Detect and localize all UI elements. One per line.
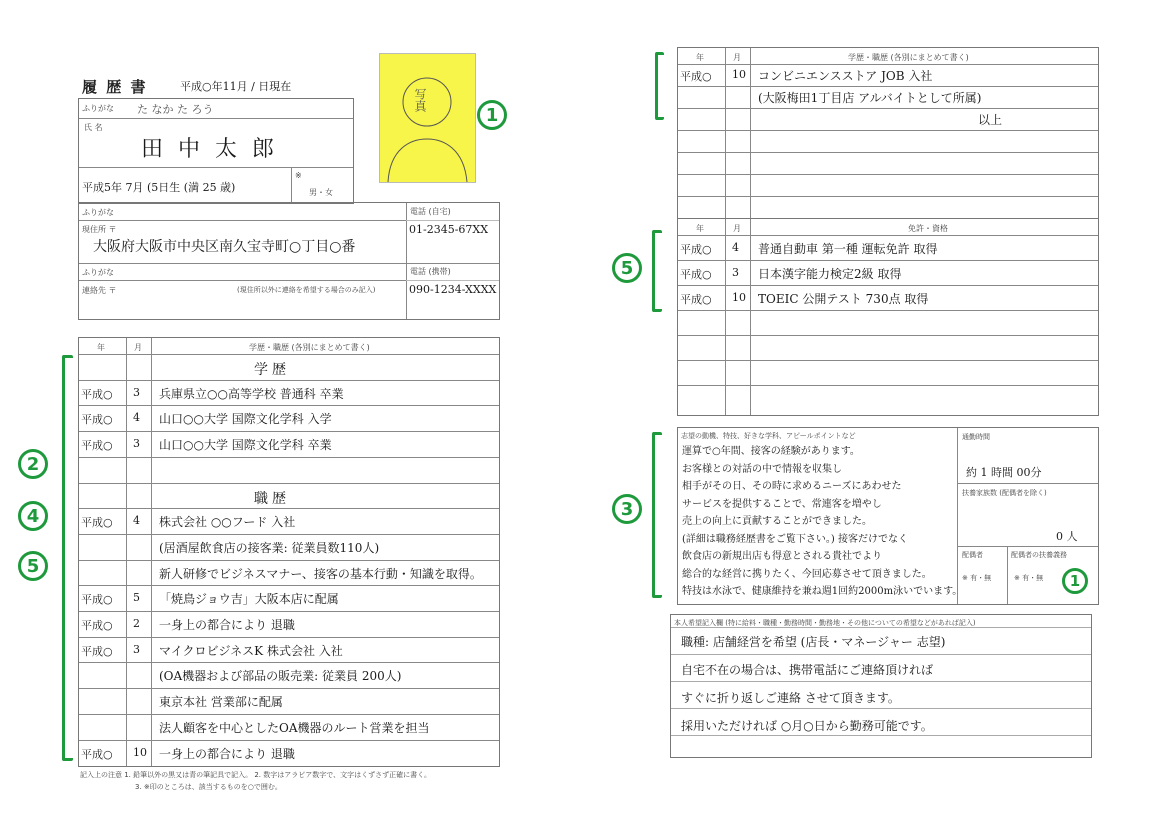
motivation-label: 志望の動機、特技、好きな学科、アピールポイントなど	[681, 432, 856, 440]
history2-col-month: 月	[733, 53, 741, 62]
row-year: 平成○	[81, 747, 113, 761]
row-month: 3	[133, 642, 140, 656]
row-month: 5	[133, 591, 140, 605]
motivation-section	[677, 427, 1099, 605]
tel-mobile-value: 090-1234-XXXX	[409, 283, 497, 296]
tel-home-value: 01-2345-67XX	[409, 223, 489, 236]
person-silhouette-icon	[380, 54, 475, 182]
row-content: コンビニエンスストア JOB 入社	[758, 69, 933, 83]
motivation-line: サービスを提供することで、常連客を増やし	[682, 498, 882, 510]
dependents-label: 扶養家族数 (配偶者を除く)	[962, 489, 1047, 497]
history-col-content: 学歴・職歴 (各別にまとめて書く)	[249, 343, 370, 352]
history2-table	[677, 47, 1099, 219]
motivation-line: お客様との対話の中で情報を収集し	[682, 463, 842, 475]
wishes-section	[670, 614, 1092, 758]
row-month: 10	[133, 745, 147, 759]
name-section	[78, 98, 354, 204]
motivation-line: 売上の向上に貢献することができました。	[682, 516, 872, 527]
notes-line-2: 3. ※印のところは、該当するものを○で囲む。	[135, 783, 282, 791]
name-furigana-label: ふりがな	[82, 104, 114, 113]
row-year: 平成○	[680, 70, 712, 83]
motivation-line: (詳細は職務経歴書をご覧下さい。) 接客だけでなく	[682, 533, 908, 545]
sex-note: ※	[295, 171, 302, 180]
row-content: マイクロビジネスK 株式会社 入社	[159, 643, 343, 658]
wishes-label: 本人希望記入欄 (特に給料・職種・勤務時間・勤務地・その他についての希望などがあれば記入)	[674, 619, 976, 627]
row-content: 職歴	[254, 490, 290, 507]
row-content: 日本漢字能力検定2級 取得	[758, 267, 902, 281]
address-furigana-label: ふりがな	[82, 208, 114, 217]
history2-col-content: 学歴・職歴 (各別にまとめて書く)	[848, 53, 969, 62]
wish-line: 職種: 店舗経営を希望 (店長・マネージャー 志望)	[681, 635, 946, 649]
address-section	[78, 202, 500, 320]
marker-circle-5: 5	[18, 551, 48, 581]
motivation-line: 運算で○年間、接客の経験があります。	[682, 446, 860, 457]
row-year: 平成○	[81, 413, 113, 427]
row-year: 平成○	[680, 243, 712, 256]
licenses-col-content: 免許・資格	[908, 224, 948, 233]
photo-box	[379, 53, 476, 183]
name-label: 氏 名	[84, 123, 103, 132]
photo-label: 写真	[413, 88, 427, 112]
row-year: 平成○	[81, 439, 113, 453]
motivation-line: 飲食店の新規出店も得意とされる貴社でより	[682, 551, 882, 562]
row-month: 4	[133, 514, 140, 528]
name-value: 田 中 太 郎	[141, 137, 278, 162]
row-content: 学歴	[254, 362, 290, 378]
row-year: 平成○	[81, 387, 113, 401]
contact-furigana-label: ふりがな	[82, 268, 114, 277]
row-month: 3	[133, 385, 140, 399]
row-content: 「焼鳥ジョウ吉」大阪本店に配属	[159, 592, 339, 607]
contact-label: 連絡先 〒	[82, 286, 117, 295]
marker-circle-1b: 1	[1062, 568, 1088, 594]
right-bracket-top	[655, 52, 664, 120]
row-content: 普通自動車 第一種 運転免許 取得	[758, 242, 938, 256]
row-year: 平成○	[81, 516, 113, 530]
wish-line: すぐに折り返しご連絡 させて頂きます。	[681, 691, 900, 705]
row-month: 10	[732, 68, 746, 81]
address-label: 現住所 〒	[82, 225, 117, 234]
dependents-value: 0 人	[1056, 530, 1078, 543]
resume-title: 履 歴 書	[82, 78, 148, 96]
wish-line: 採用いただければ ○月○日から勤務可能です。	[681, 719, 933, 733]
spouse-value: ※ 有・無	[962, 574, 992, 582]
row-content: 以上	[978, 113, 1003, 127]
tel-home-label: 電話 (自宅)	[410, 207, 451, 216]
row-content: 兵庫県立○○高等学校 普通科 卒業	[159, 386, 344, 401]
row-year: 平成○	[680, 268, 712, 281]
birth-date: 平成5年 7月 (5日生 (満 25 歳)	[82, 181, 236, 194]
row-year: 平成○	[680, 293, 712, 306]
history-col-year: 年	[97, 343, 105, 352]
resume-date: 平成○年11月 / 日現在	[180, 80, 292, 93]
row-content: 山口○○大学 国際文化学科 卒業	[159, 438, 332, 453]
commute-value: 約 1 時間 00分	[966, 466, 1042, 479]
licenses-col-year: 年	[696, 224, 704, 233]
history-col-month: 月	[134, 343, 142, 352]
motivation-line: 相手がその日、その時に求めるニーズにあわせた	[682, 481, 902, 492]
right-bracket-licenses	[652, 230, 662, 312]
tel-mobile-label: 電話 (携帯)	[410, 267, 451, 276]
row-content: (居酒屋飲食店の接客業: 従業員数110人)	[159, 540, 380, 555]
row-content: 法人顧客を中心としたOA機器のルート営業を担当	[159, 720, 430, 735]
row-content: TOEIC 公開テスト 730点 取得	[758, 292, 929, 306]
licenses-table	[677, 218, 1099, 416]
row-month: 3	[732, 266, 739, 279]
row-content: 一身上の都合により 退職	[159, 746, 295, 761]
licenses-col-month: 月	[733, 224, 741, 233]
marker-circle-1: 1	[477, 100, 507, 130]
commute-label: 通勤時間	[962, 433, 990, 441]
row-year: 平成○	[81, 593, 113, 607]
row-content: 山口○○大学 国際文化学科 入学	[159, 412, 332, 427]
row-month: 2	[133, 617, 140, 630]
name-furigana: た なか た ろう	[137, 103, 214, 116]
marker-circle-3: 3	[612, 494, 642, 524]
address-value: 大阪府大阪市中央区南久宝寺町○丁目○番	[93, 239, 356, 255]
sex-value: 男・女	[309, 188, 333, 197]
row-month: 4	[732, 241, 739, 254]
notes-line-1: 記入上の注意 1. 鉛筆以外の黒又は青の筆記具で記入。 2. 数字はアラビア数字で、文字はくずさず正確に書く。	[80, 771, 431, 779]
row-month: 4	[133, 411, 140, 425]
row-content: 一身上の都合により 退職	[159, 618, 295, 632]
row-year: 平成○	[81, 619, 113, 632]
left-bracket	[62, 355, 73, 761]
row-content: 新人研修でビジネスマナー、接客の基本行動・知識を取得。	[159, 566, 482, 581]
spouse-support-label: 配偶者の扶養義務	[1011, 551, 1067, 559]
motivation-line: 総合的な経営に携りたく、今回応募させて頂きました。	[682, 568, 932, 580]
row-content: (大阪梅田1丁目店 アルバイトとして所属)	[758, 91, 982, 105]
right-bracket-motivation	[652, 432, 662, 598]
history-table	[78, 337, 500, 767]
row-year: 平成○	[81, 644, 113, 658]
wish-line: 自宅不在の場合は、携帯電話にご連絡頂ければ	[681, 663, 934, 677]
marker-circle-2: 2	[18, 449, 48, 479]
motivation-line: 特技は水泳で、健康維持を兼ね週1回約2000m泳いでいます。	[682, 586, 963, 597]
marker-circle-4: 4	[18, 501, 48, 531]
spouse-support-value: ※ 有・無	[1014, 574, 1044, 582]
marker-circle-5b: 5	[612, 253, 642, 283]
row-content: (OA機器および部品の販売業: 従業員 200人)	[159, 669, 402, 684]
contact-note: (現住所以外に連絡を希望する場合のみ記入)	[237, 286, 376, 294]
spouse-label: 配偶者	[962, 551, 983, 559]
history2-col-year: 年	[696, 53, 704, 62]
row-month: 10	[732, 291, 746, 304]
row-content: 株式会社 ○○フード 入社	[159, 515, 296, 530]
row-month: 3	[133, 437, 140, 451]
row-content: 東京本社 営業部に配属	[159, 695, 283, 710]
